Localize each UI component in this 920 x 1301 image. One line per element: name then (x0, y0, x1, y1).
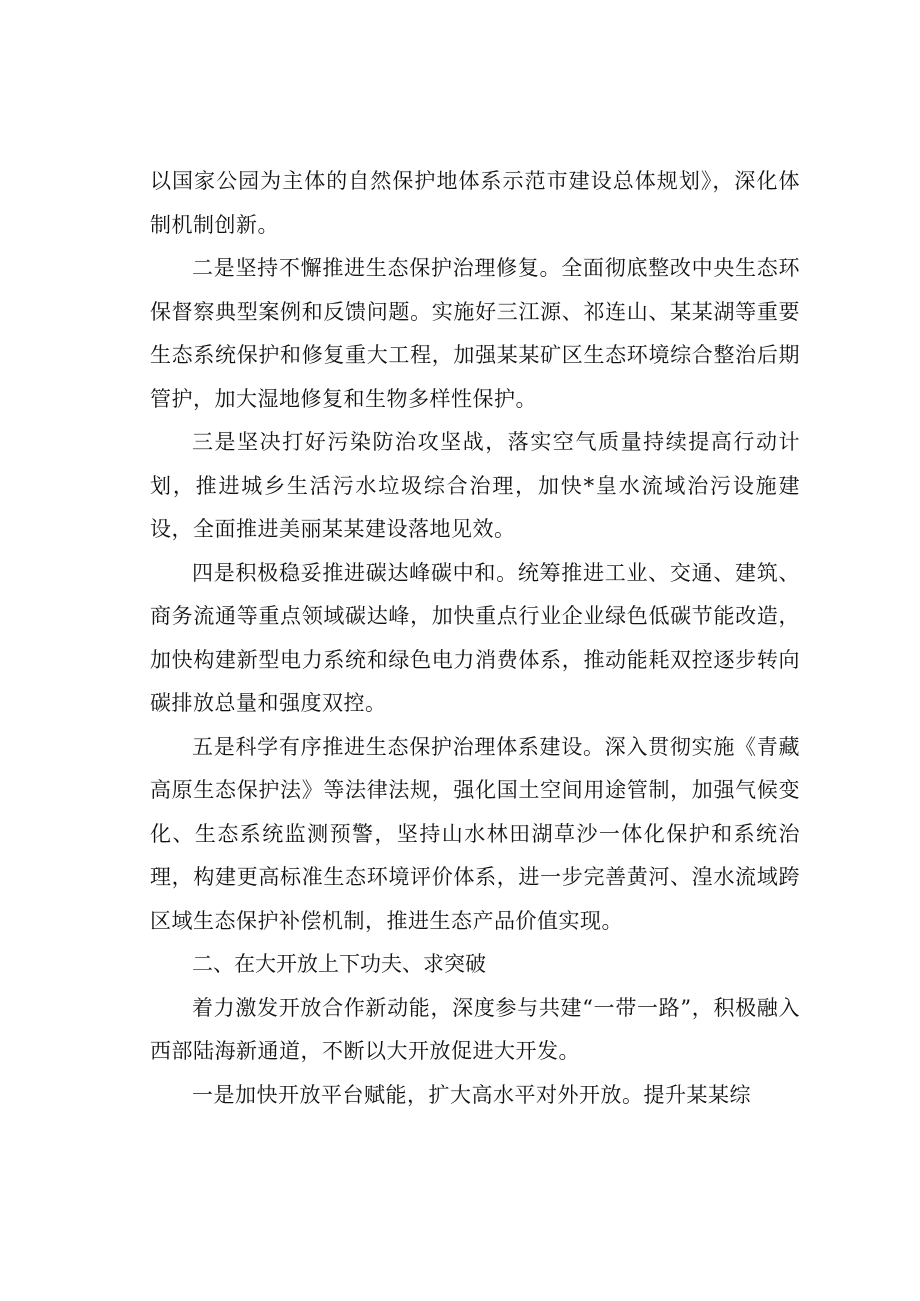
paragraph-pollution-control: 三是坚决打好污染防治攻坚战，落实空气质量持续提高行动计划，推进城乡生活污水垃圾综合治理，加快*皇水流域治污设施建设，全面推进美丽某某建设落地见效。 (150, 430, 800, 541)
document-body (150, 160, 800, 1117)
section-heading: 二、在大开放上下功夫、求突破 (192, 952, 486, 976)
paragraph-carbon-peak: 四是积极稳妥推进碳达峰碳中和。统筹推进工业、交通、建筑、商务流通等重点领域碳达峰，加快重点行业企业绿色低碳节能改造，加快构建新型电力系统和绿色电力消费体系，推动能耗双控逐步转向碳排放总量和强度双控。 (150, 560, 800, 715)
paragraph-continuation: 以国家公园为主体的自然保护地体系示范市建设总体规划》，深化体制机制创新。 (150, 169, 800, 237)
paragraph-opening-platform: 一是加快开放平台赋能，扩大高水平对外开放。提升某某综 (192, 1082, 751, 1107)
paragraph-opening-intro: 着力激发开放合作新动能，深度参与共建“一带一路”，积极融入西部陆海新通道，不断以大开放促进大开发。 (150, 995, 800, 1063)
paragraph-ecological-restoration: 二是坚持不懈推进生态保护治理修复。全面彻底整改中央生态环保督察典型案例和反馈问题。实施好三江源、祁连山、某某湖等重要生态系统保护和修复重大工程，加强某某矿区生态环境综合整治后期管护，加大湿地修复和生物多样性保护。 (150, 256, 800, 411)
paragraph-governance-system: 五是科学有序推进生态保护治理体系建设。深入贯彻实施《青藏高原生态保护法》等法律法规，强化国土空间用途管制，加强气候变化、生态系统监测预警，坚持山水林田湖草沙一体化保护和系统治理，构建更高标准生态环境评价体系，进一步完善黄河、湟水流域跨区域生态保护补偿机制，推进生态产品价值实现。 (150, 734, 800, 933)
